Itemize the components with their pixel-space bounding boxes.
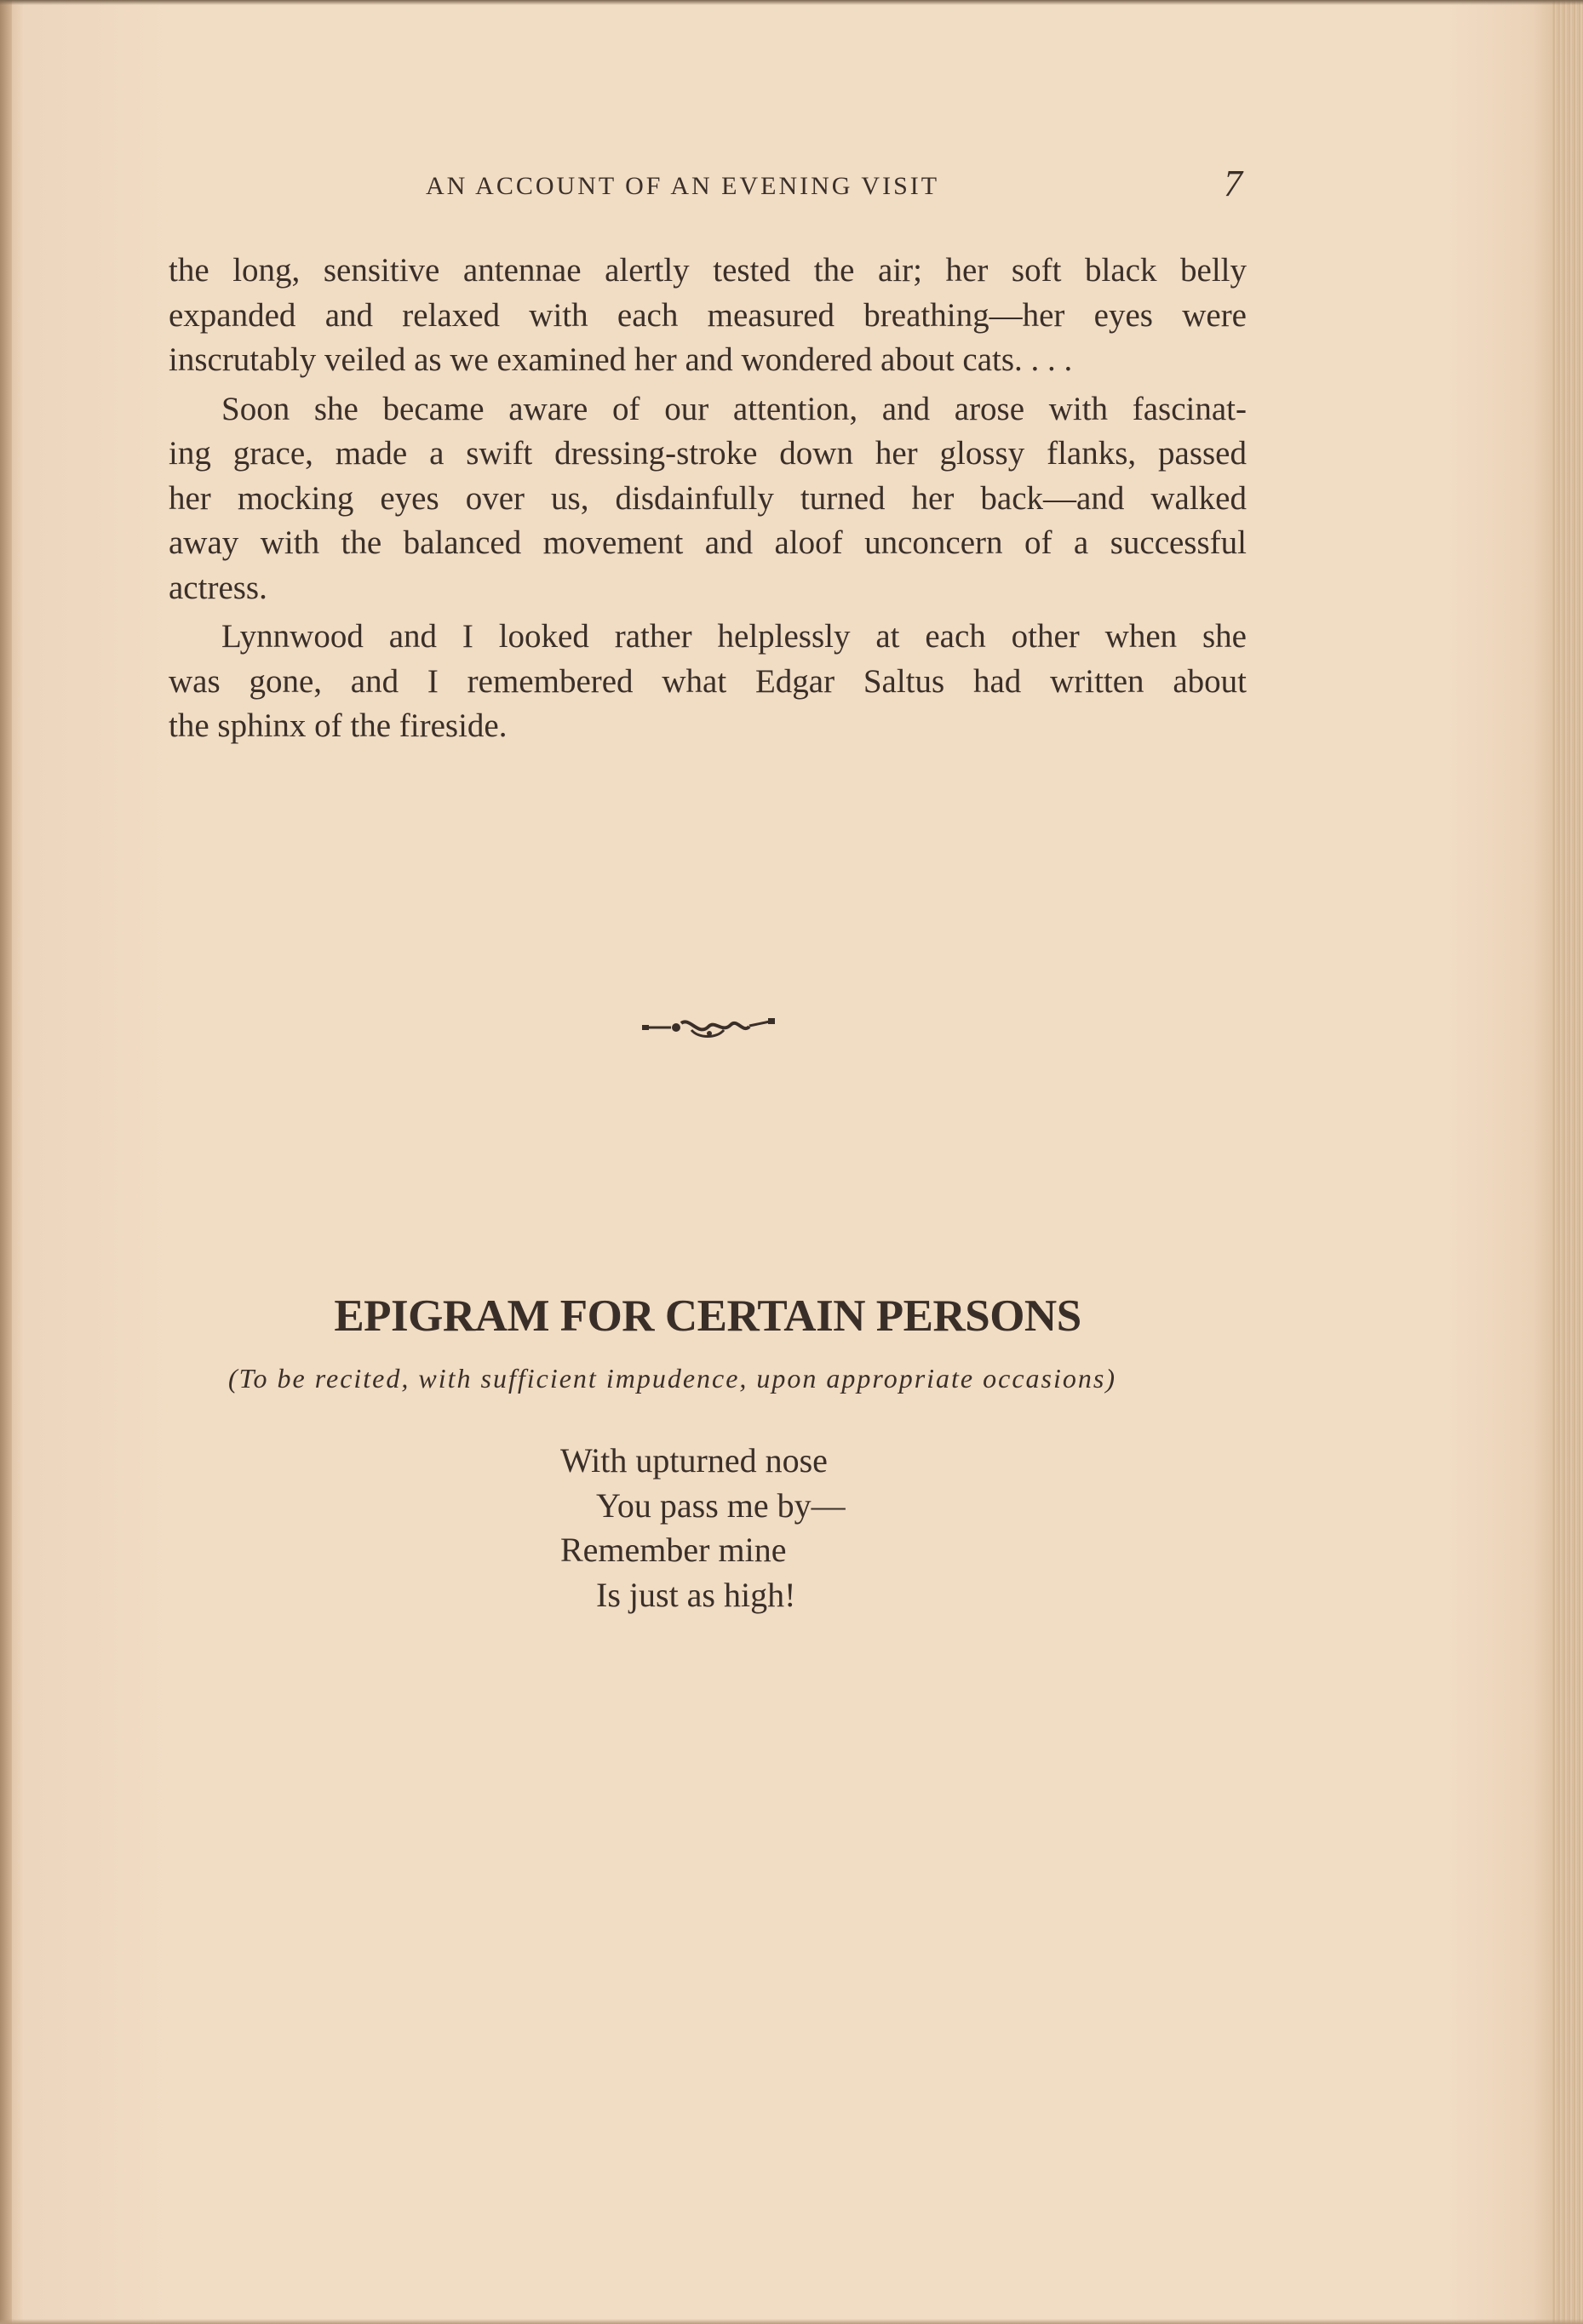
epigram-title: EPIGRAM FOR CERTAIN PERSONS: [334, 1291, 1081, 1341]
text-line: the long, sensitive antennae alertly tested the air; her soft black belly: [169, 252, 1247, 289]
text-line: actress.: [169, 569, 267, 606]
poem-line: You pass me by—: [596, 1485, 846, 1525]
poem-line: Is just as high!: [596, 1575, 796, 1614]
paragraph-1: [169, 249, 1247, 383]
body-text: [169, 249, 1247, 749]
text-line: the sphinx of the fireside.: [169, 707, 508, 744]
text-line: away with the balanced movement and aloof unconcern of a successful: [169, 524, 1247, 561]
paragraph-3: [169, 615, 1247, 749]
text-line: Lynnwood and I looked rather helplessly at each other when she: [221, 618, 1247, 655]
page-bottom-edge: [0, 2319, 1583, 2324]
epigram-subtitle: (To be recited, with sufficient impudence, upon appropriate occasions): [228, 1363, 1116, 1394]
running-head: AN ACCOUNT OF AN EVENING VISIT: [426, 172, 940, 200]
page-top-edge: [0, 0, 1583, 5]
page-number: 7: [1224, 163, 1242, 204]
ornament-divider-icon: [642, 1015, 777, 1040]
text-line: inscrutably veiled as we examined her and wondered about cats. . . .: [169, 341, 1073, 378]
text-line: was gone, and I remembered what Edgar Saltus had written about: [169, 662, 1247, 700]
page-right-edge: [1552, 0, 1583, 2324]
page-left-edge: [0, 0, 12, 2324]
epigram-poem: [560, 1439, 846, 1617]
paragraph-2: [169, 387, 1247, 611]
text-line: her mocking eyes over us, disdainfully turned her back—and walked: [169, 479, 1247, 517]
text-line: ing grace, made a swift dressing-stroke down her glossy flanks, passed: [169, 435, 1247, 472]
poem-line: Remember mine: [560, 1531, 787, 1569]
text-line: Soon she became aware of our attention, and arose with fascinat-: [221, 390, 1247, 427]
poem-line: With upturned nose: [560, 1441, 828, 1480]
text-line: expanded and relaxed with each measured breathing—her eyes were: [169, 296, 1247, 334]
